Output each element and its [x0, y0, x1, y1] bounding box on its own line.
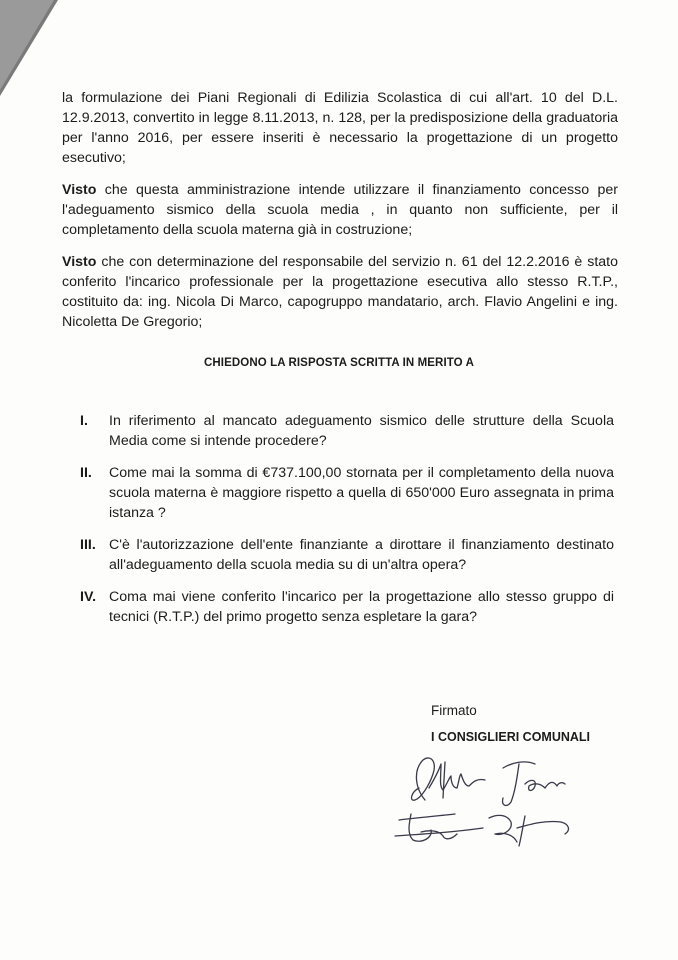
item-number: IV.: [80, 589, 97, 605]
paragraph-text: che con determinazione del responsabile del servizio n. 61 del 12.2.2016 è stato conferito l'incarico professionale per la progettazione esecutiva allo stesso R.T.P., costituito da: ing. Nicola Di Marco, capogruppo mandatario, arch. Flavio Angelini e ing. Nicoletta De Gregorio;: [62, 254, 618, 330]
item-text: In riferimento al mancato adeguamento sismico delle strutture della Scuola Media come si intende procedere?: [109, 413, 614, 449]
list-item: [80, 535, 614, 575]
paragraph-lead: Visto: [62, 254, 97, 270]
paragraph-2: [62, 180, 618, 240]
item-number: II.: [80, 465, 92, 481]
paragraph-lead: Visto: [62, 182, 97, 198]
item-text: Come mai la somma di €737.100,00 stornata per il completamento della nuova scuola materna è maggiore rispetto a quella di 650'000 Euro assegnata in prima istanza ?: [109, 465, 614, 521]
paragraph-text: che questa amministrazione intende utilizzare il finanziamento concesso per l'adeguamento sismico della scuola media , in quanto non sufficiente, per il completamento della scuola materna già in costruzione;: [62, 182, 618, 238]
paragraph-1: [62, 88, 618, 168]
handwritten-signatures: [385, 748, 585, 848]
signed-label: Firmato: [431, 703, 477, 718]
paragraph-3: [62, 252, 618, 332]
item-text: C'è l'autorizzazione dell'ente finanziante a dirottare il finanziamento destinato all'adeguamento della scuola media su di un'altra opera?: [109, 537, 614, 573]
section-heading: CHIEDONO LA RISPOSTA SCRITTA IN MERITO A: [204, 357, 474, 369]
item-number: III.: [80, 537, 96, 553]
paragraph-text: la formulazione dei Piani Regionali di Edilizia Scolastica di cui all'art. 10 del D.L. 12.9.2013, convertito in legge 8.11.2013, n. 128, per la predisposizione della graduatoria per l'anno 2016, per essere inseriti è necessario la progettazione di un progetto esecutivo;: [62, 90, 618, 166]
signature-block: [431, 697, 590, 751]
list-item: [80, 411, 614, 451]
scan-corner-mark: [0, 0, 70, 100]
item-number: I.: [80, 413, 88, 429]
body-text: [62, 88, 618, 344]
item-text: Coma mai viene conferito l'incarico per la progettazione allo stesso gruppo di tecnici (R.T.P.) del primo progetto senza espletare la gara?: [109, 589, 614, 625]
signatories-label: I CONSIGLIERI COMUNALI: [431, 730, 591, 744]
list-item: [80, 463, 614, 523]
question-list: [80, 411, 614, 639]
list-item: [80, 587, 614, 627]
